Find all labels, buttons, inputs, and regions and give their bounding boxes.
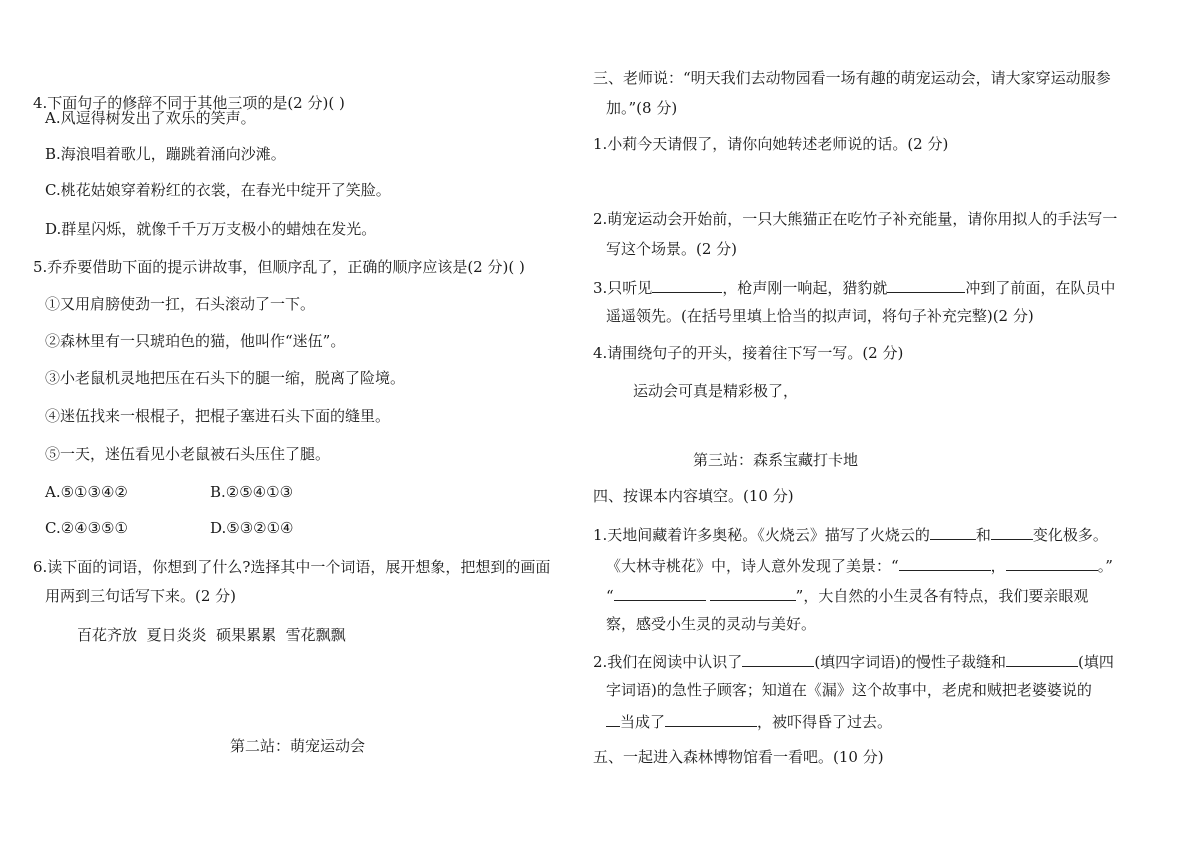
- q2-blank-3[interactable]: [606, 710, 620, 727]
- station2-title: 第二站：萌宠运动会: [230, 737, 366, 755]
- q4-option-a: A.风逗得树发出了欢乐的笑声。: [45, 109, 256, 127]
- q4-option-c: C.桃花姑娘穿着粉红的衣裳，在春光中绽开了笑脸。: [45, 181, 391, 199]
- q2-blank-4[interactable]: [665, 710, 757, 727]
- sec3-q2-line2: 写这个场景。(2 分): [606, 240, 738, 258]
- q2-text-b: (填四字词语)的慢性子裁缝和: [814, 653, 1007, 671]
- q6-words: 百花齐放 夏日炎炎 硕果累累 雪花飘飘: [77, 626, 346, 644]
- q1-line3-text-a: “: [606, 587, 614, 605]
- q1-blank-4[interactable]: [1006, 554, 1098, 571]
- q5-item-3: ③小老鼠机灵地把压在石头下的腿一缩，脱离了险境。: [45, 369, 406, 387]
- sec3-q3-line2: 遥遥领先。(在括号里填上恰当的拟声词，将句子补充完整)(2 分): [606, 307, 1034, 325]
- q4-option-b: B.海浪唱着歌儿，蹦跳着涌向沙滩。: [45, 145, 286, 163]
- q2-text-a: 2.我们在阅读中认识了: [593, 653, 743, 671]
- sec4-q2-line3: [606, 710, 892, 732]
- q1-line2-text-a: 《大林寺桃花》中，诗人意外发现了美景：“: [606, 557, 899, 575]
- q2-blank-2[interactable]: [1006, 650, 1078, 667]
- q3-text-c: 冲到了前面，在队员中: [965, 279, 1116, 297]
- station3-title: 第三站：森系宝藏打卡地: [693, 451, 859, 469]
- q2-line3-text-b: 当成了: [620, 713, 666, 731]
- q6-stem-line2: 用两到三句话写下来。(2 分): [45, 587, 237, 605]
- sec5-title: 五、一起进入森林博物馆看一看吧。(10 分): [593, 748, 884, 766]
- q2-line3-text-c: ，被吓得昏了过去。: [757, 713, 893, 731]
- q6-stem-line1: 6.读下面的词语，你想到了什么?选择其中一个词语，展开想象，把想到的画面: [33, 558, 551, 576]
- q2-text-c: (填四: [1078, 653, 1114, 671]
- q5-option-a: A.⑤①③④②: [45, 483, 128, 501]
- q5-option-c: C.②④③⑤①: [45, 519, 128, 537]
- q3-blank-1[interactable]: [652, 276, 722, 293]
- q1-blank-3[interactable]: [899, 554, 991, 571]
- q5-item-1: ①又用肩膀使劲一扛，石头滚动了一下。: [45, 295, 316, 313]
- q1-blank-1[interactable]: [930, 523, 976, 540]
- sec4-q2-line1: [593, 650, 1114, 672]
- q5-option-b: B.②⑤④①③: [210, 483, 294, 501]
- sec3-q1: 1.小莉今天请假了，请你向她转述老师说的话。(2 分): [593, 135, 949, 153]
- q1-text-b: 和: [975, 526, 991, 544]
- q2-blank-1[interactable]: [742, 650, 814, 667]
- q1-text-a: 1.天地间藏着许多奥秘。《火烧云》描写了火烧云的: [593, 526, 930, 544]
- sec3-q4-start: 运动会可真是精彩极了，: [633, 382, 799, 400]
- q1-line3-text-b: ”，大自然的小生灵各有特点，我们要亲眼观: [795, 587, 1089, 605]
- sec3-q2-line1: 2.萌宠运动会开始前，一只大熊猫正在吃竹子补充能量，请你用拟人的手法写一: [593, 210, 1118, 228]
- sec4-q1-line3: [606, 584, 1088, 606]
- sec4-title: 四、按课本内容填空。(10 分): [593, 487, 794, 505]
- q1-text-c: 变化极多。: [1032, 526, 1108, 544]
- q1-line2-text-c: 。”: [1097, 557, 1113, 575]
- sec3-q3-line1: [593, 276, 1115, 298]
- sec3-intro-line2: 加。”(8 分): [606, 99, 678, 117]
- q5-stem: 5.乔乔要借助下面的提示讲故事，但顺序乱了，正确的顺序应该是(2 分)( ): [33, 258, 525, 276]
- q5-option-d: D.⑤③②①④: [210, 519, 294, 537]
- q1-blank-6[interactable]: [710, 584, 796, 601]
- sec4-q1-line2: [606, 554, 1113, 576]
- q5-item-2: ②森林里有一只琥珀色的猫，他叫作“迷伍”。: [45, 332, 346, 350]
- q4-stem: 4.下面句子的修辞不同于其他三项的是(2 分)( ): [33, 94, 345, 112]
- sec4-q1-line4: 察，感受小生灵的灵动与美好。: [606, 615, 817, 633]
- sec3-q4: 4.请围绕句子的开头，接着往下写一写。(2 分): [593, 344, 904, 362]
- q3-text-b: ，枪声刚一响起，猎豹就: [722, 279, 888, 297]
- sec3-intro-line1: 三、老师说：“明天我们去动物园看一场有趣的萌宠运动会，请大家穿运动服参: [593, 69, 1111, 87]
- q1-blank-5[interactable]: [614, 584, 706, 601]
- sec4-q1-line1: [593, 523, 1108, 545]
- q3-text-a: 3.只听见: [593, 279, 653, 297]
- q5-item-4: ④迷伍找来一根棍子，把棍子塞进石头下面的缝里。: [45, 407, 391, 425]
- sec4-q2-line2: 字词语)的急性子顾客；知道在《漏》这个故事中，老虎和贼把老婆婆说的: [606, 681, 1092, 699]
- q5-item-5: ⑤一天，迷伍看见小老鼠被石头压住了腿。: [45, 445, 331, 463]
- q4-option-d: D.群星闪烁，就像千千万万支极小的蜡烛在发光。: [45, 220, 377, 238]
- q1-blank-2[interactable]: [991, 523, 1033, 540]
- q1-line2-text-b: ，: [990, 557, 1006, 575]
- q3-blank-2[interactable]: [887, 276, 965, 293]
